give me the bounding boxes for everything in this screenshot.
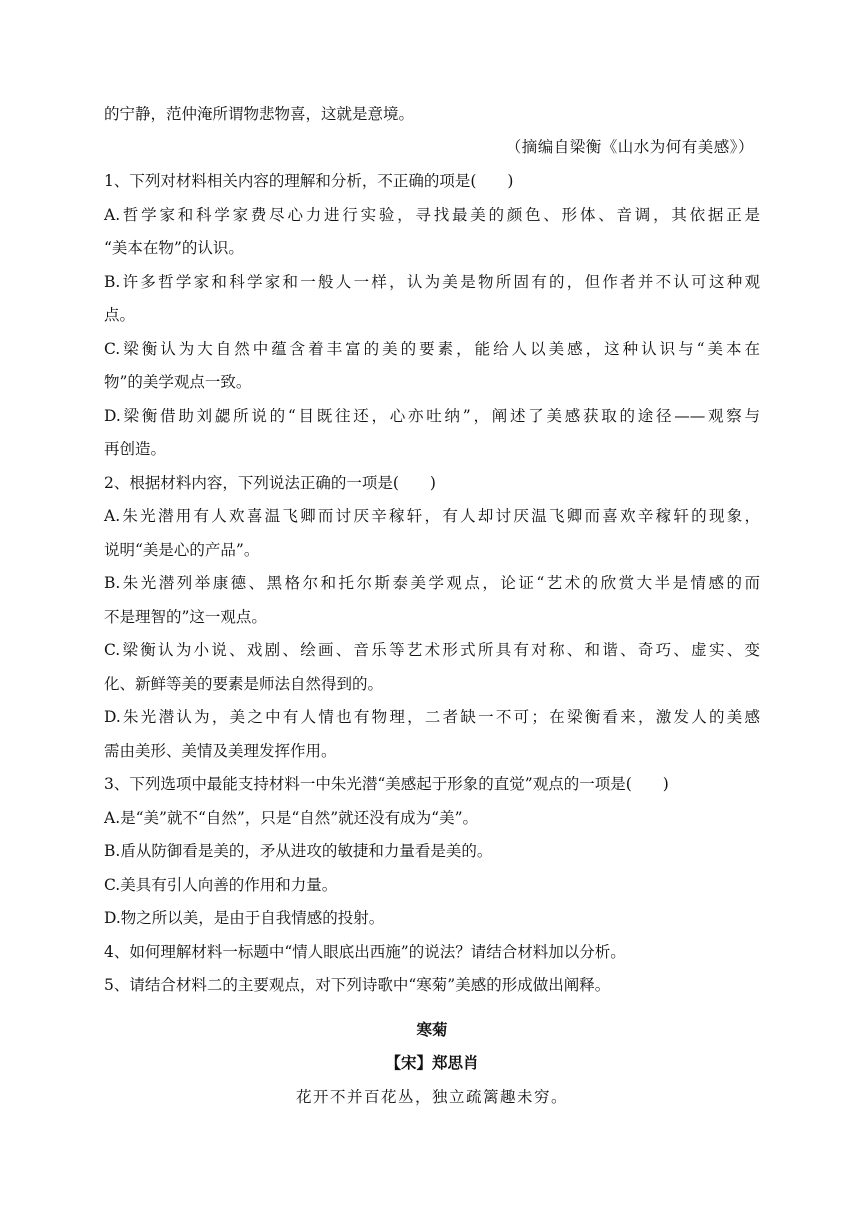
q1-option-c-line1: C.梁衡认为大自然中蕴含着丰富的美的要素，能给人以美感，这种认识与“美本在 <box>104 339 760 358</box>
q1-option-a-line1: A.哲学家和科学家费尽心力进行实验，寻找最美的颜色、形体、音调，其依据正是 <box>104 205 760 224</box>
q2-option-c-line2: 化、新鲜等美的要素是师法自然得到的。 <box>104 674 384 693</box>
poem-title: 寒菊 <box>416 1020 448 1039</box>
source-citation: （摘编自梁衡《山水为何有美感》） <box>505 138 754 156</box>
question-3-stem: 3、下列选项中最能支持材料一中朱光潜“美感起于形象的直觉”观点的一项是( ) <box>104 775 669 793</box>
question-1-stem: 1、下列对材料相关内容的理解和分析，不正确的项是( ) <box>104 172 514 190</box>
q1-option-d-line2: 再创造。 <box>104 440 167 458</box>
question-5-stem: 5、请结合材料二的主要观点，对下列诗歌中“寒菊”美感的形成做出阐释。 <box>104 976 611 994</box>
intro-line: 的宁静，范仲淹所谓物悲物喜，这就是意境。 <box>104 105 415 123</box>
question-4-stem: 4、如何理解材料一标题中“情人眼底出西施”的说法？请结合材料加以分析。 <box>104 942 626 961</box>
q3-option-a: A.是“美”就不“自然”，只是“自然”就还没有成为“美”。 <box>104 808 479 827</box>
poem-line-1: 花开不并百花丛，独立疏篱趣未穷。 <box>295 1088 568 1106</box>
q1-option-b-line1: B.许多哲学家和科学家和一般人一样，认为美是物所固有的，但作者并不认可这种观 <box>104 272 760 291</box>
question-2-stem: 2、根据材料内容，下列说法正确的一项是( ) <box>104 473 436 492</box>
q3-option-c: C.美具有引人向善的作用和力量。 <box>104 875 338 894</box>
q1-option-b-line2: 点。 <box>104 306 136 324</box>
questions-block <box>104 165 760 1003</box>
q2-option-d-line1: D.朱光潜认为，美之中有人情也有物理，二者缺一不可；在梁衡看来，激发人的美感 <box>104 708 760 726</box>
q3-option-b: B.盾从防御看是美的，矛从进攻的敏捷和力量看是美的。 <box>104 842 493 860</box>
q3-option-d: D.物之所以美，是由于自我情感的投射。 <box>104 909 385 927</box>
q2-option-a-line2: 说明“美是心的产品”。 <box>104 540 260 559</box>
poem-author: 【宋】郑思肖 <box>385 1053 479 1072</box>
q2-option-d-line2: 需由美形、美情及美理发挥作用。 <box>104 741 337 760</box>
q2-option-c-line1: C.梁衡认为小说、戏剧、绘画、音乐等艺术形式所具有对称、和谐、奇巧、虚实、变 <box>104 641 760 659</box>
q1-option-c-line2: 物”的美学观点一致。 <box>104 373 252 391</box>
q2-option-a-line1: A.朱光潜用有人欢喜温飞卿而讨厌辛稼轩，有人却讨厌温飞卿而喜欢辛稼轩的现象， <box>104 507 760 525</box>
q1-option-a-line2: “美本在物”的认识。 <box>104 239 244 257</box>
q2-option-b-line2: 不是理智的”这一观点。 <box>104 607 267 626</box>
intro-paragraph-end <box>104 98 760 132</box>
q2-option-b-line1: B.朱光潜列举康德、黑格尔和托尔斯泰美学观点，论证“艺术的欣赏大半是情感的而 <box>104 574 760 592</box>
q1-option-d-line1: D.梁衡借助刘勰所说的“目既往还，心亦吐纳”，阐述了美感获取的途径——观察与 <box>104 406 760 425</box>
